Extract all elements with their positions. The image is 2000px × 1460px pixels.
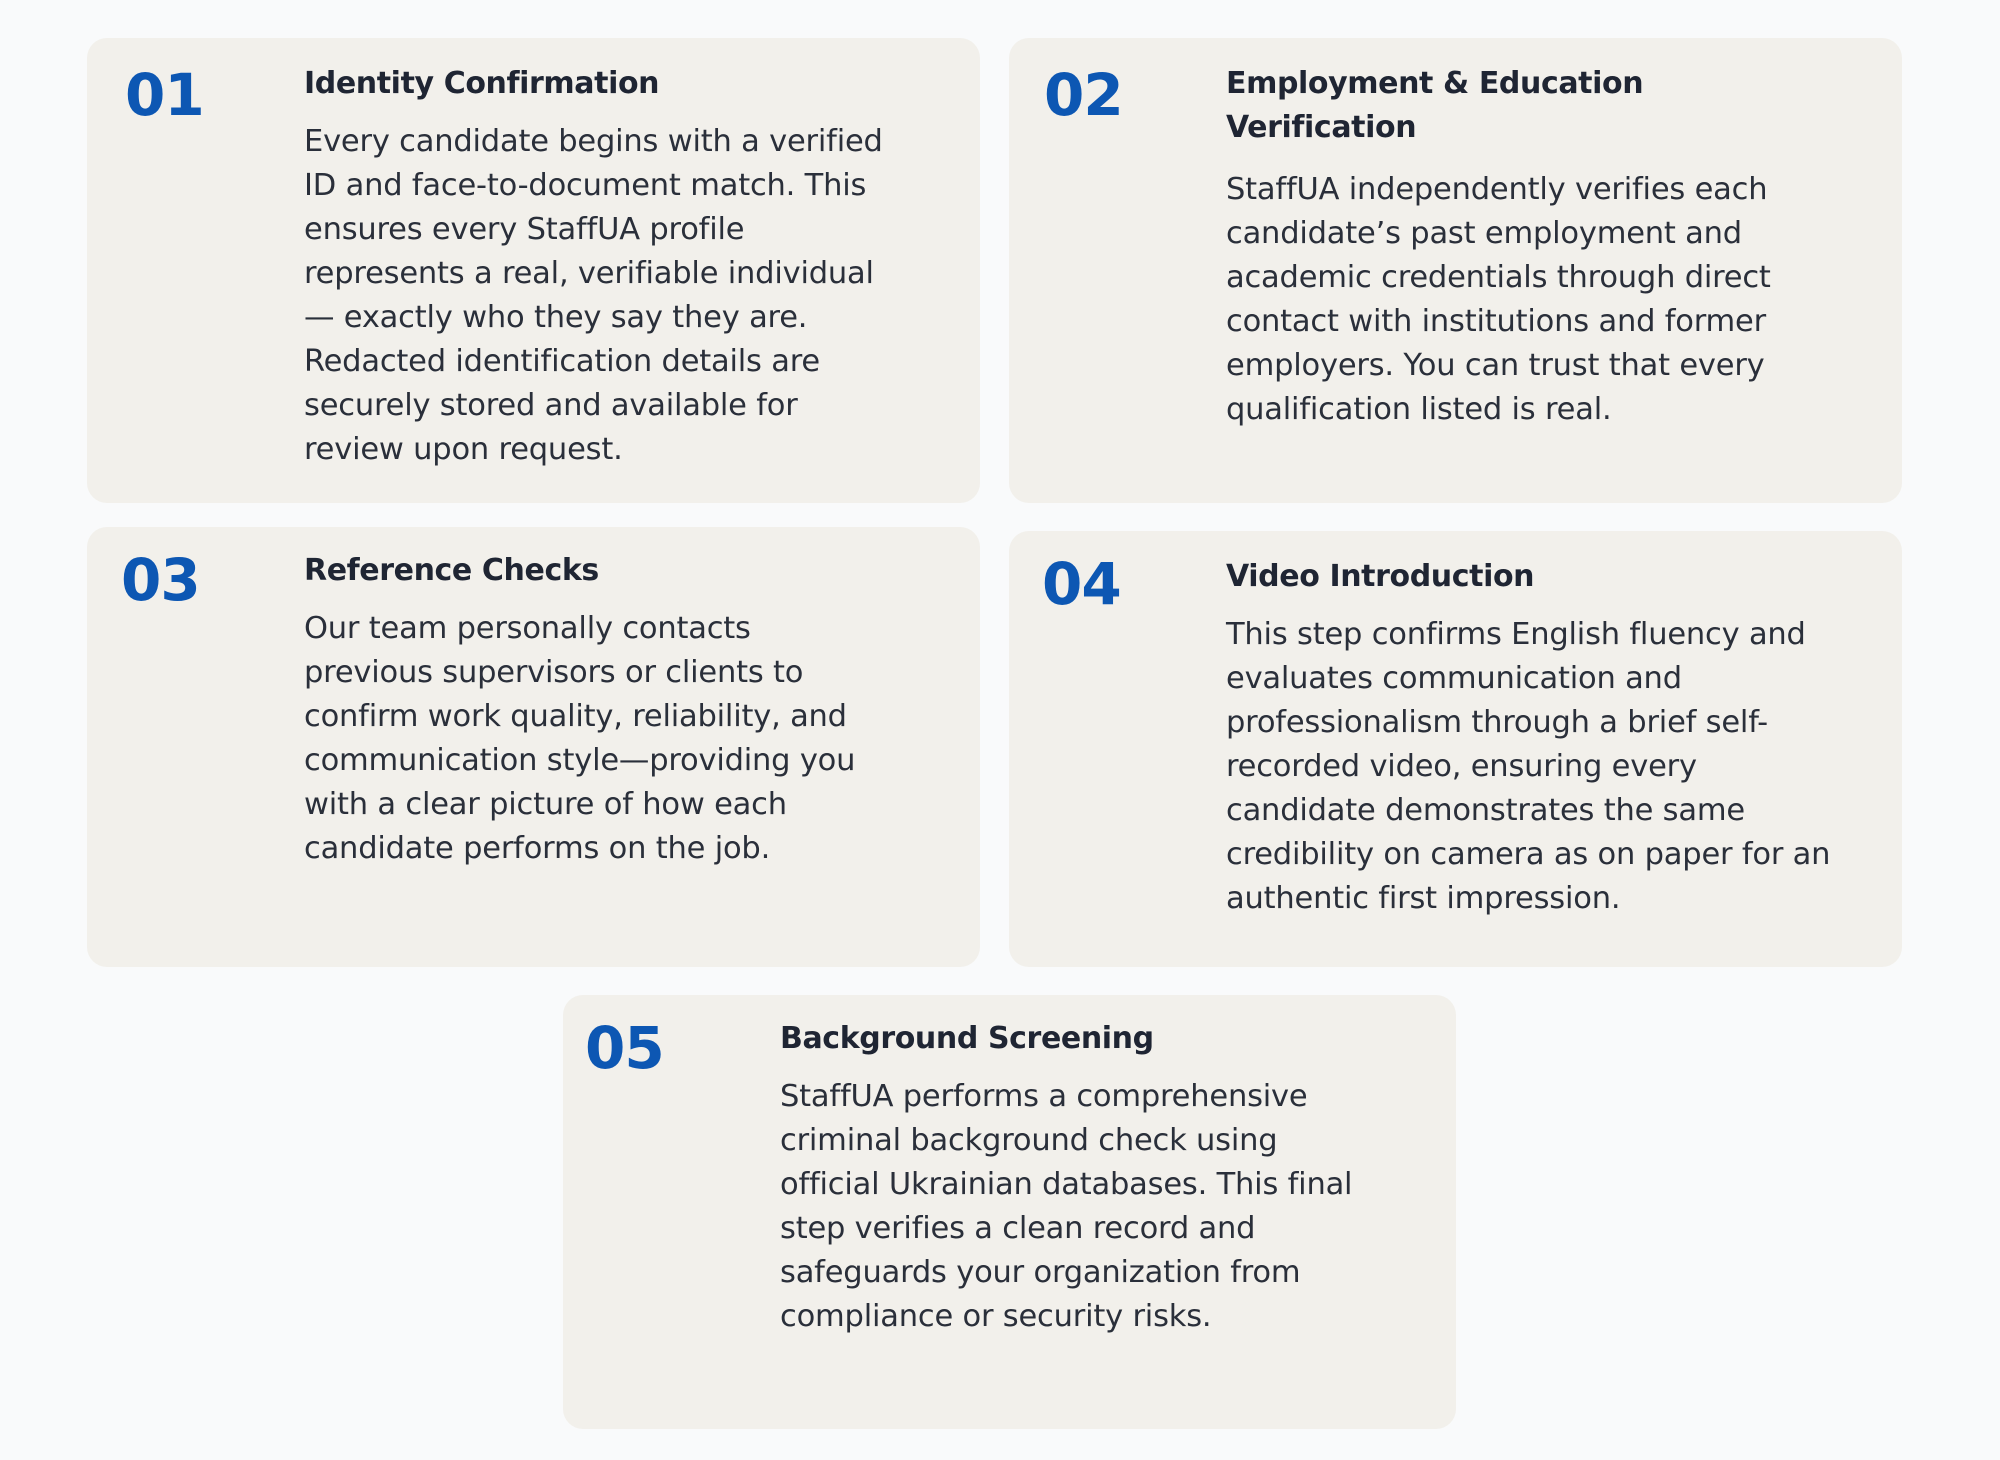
step-title: Reference Checks (304, 553, 599, 588)
step-card-background-screening (563, 995, 1456, 1429)
step-card-reference-checks (87, 527, 980, 967)
step-number: 04 (1042, 550, 1121, 618)
step-title: Identity Confirmation (304, 66, 660, 101)
step-title: Background Screening (780, 1021, 1154, 1056)
step-number: 02 (1044, 61, 1123, 129)
step-number: 03 (121, 546, 200, 614)
step-description: StaffUA performs a comprehensive criminal background check using official Ukrainian databases. This final step verifies a clean record and safeguards your organization from compliance or security risks. (780, 1079, 1353, 1334)
step-description: StaffUA independently verifies each candidate’s past employment and academic credentials through direct contact with institutions and former employers. You can trust that every qualification listed is real. (1226, 172, 1771, 427)
step-description: This step confirms English fluency and evaluates communication and professionalism through a brief self-recorded video, ensuring every candidate demonstrates the same credibility on camera as on paper for an authentic first impression. (1226, 617, 1831, 916)
step-card-identity-confirmation (87, 38, 980, 503)
step-title: Employment & Education Verification (1226, 66, 1644, 145)
step-description: Our team personally contacts previous supervisors or clients to confirm work quality, reliability, and communication style—providing you with a clear picture of how each candidate performs on the job. (304, 611, 856, 866)
step-card-video-introduction (1009, 531, 1902, 967)
step-title: Video Introduction (1226, 559, 1535, 594)
step-number: 01 (125, 61, 204, 129)
step-description: Every candidate begins with a verified ID and face-to-document match. This ensures every StaffUA profile represents a real, verifiable individual — exactly who they say they are. Redacted identification details are securely stored and available for review upon request. (304, 124, 883, 467)
step-number: 05 (585, 1014, 664, 1082)
step-card-employment-education-verification (1009, 38, 1902, 503)
